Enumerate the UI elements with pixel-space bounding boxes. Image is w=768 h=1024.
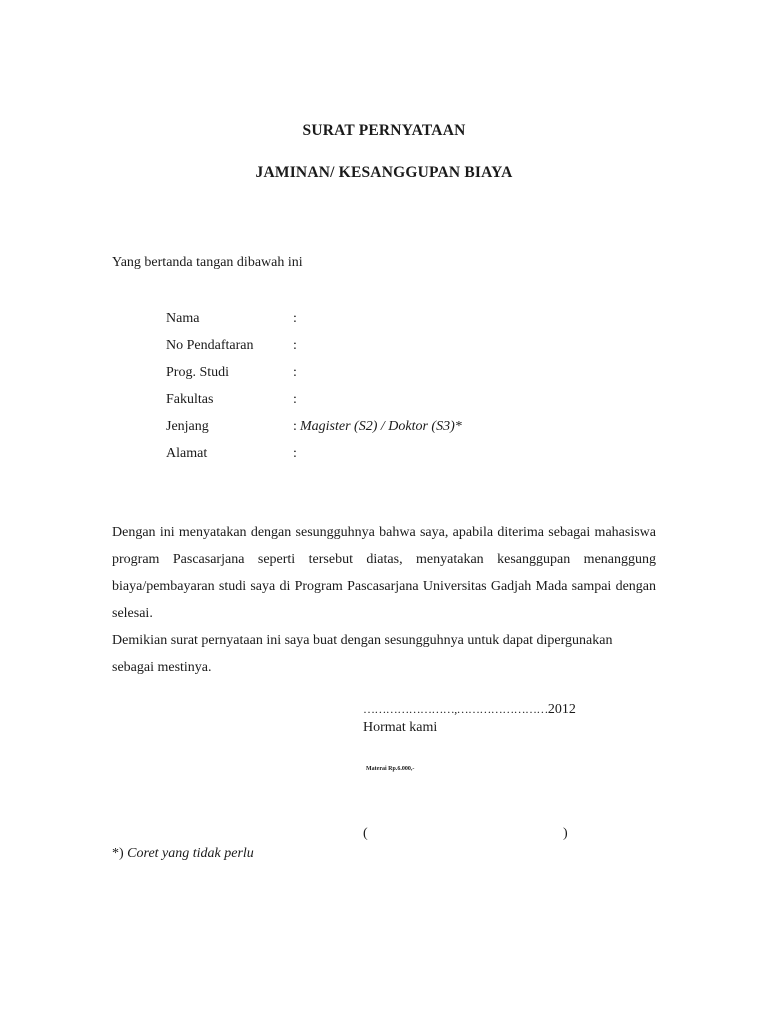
footnote bbox=[112, 846, 254, 862]
field-label: Alamat bbox=[166, 446, 208, 461]
field-colon: : bbox=[293, 365, 297, 380]
date-year: 2012 bbox=[547, 702, 576, 717]
document-title: SURAT PERNYATAAN bbox=[302, 122, 466, 139]
field-colon: : bbox=[293, 446, 297, 461]
field-colon: : bbox=[293, 392, 297, 407]
field-colon: : bbox=[293, 338, 297, 353]
field-label: Fakultas bbox=[166, 392, 214, 407]
signature-paren-close: ) bbox=[563, 826, 568, 841]
document-subtitle: JAMINAN/ KESANGGUPAN BIAYA bbox=[255, 164, 513, 181]
footnote-marker: *) bbox=[112, 846, 124, 861]
materai-stamp-note: Materai Rp.6.000,- bbox=[366, 766, 415, 772]
field-colon: : bbox=[293, 419, 297, 434]
closing-paragraph: Demikian surat pernyataan ini saya buat dengan sesungguhnya untuk dapat dipergunakan sebagai mestinya. bbox=[112, 633, 613, 675]
date-placeholder: ……………………,…………………… bbox=[363, 702, 548, 716]
field-label: No Pendaftaran bbox=[166, 338, 254, 353]
closing-salutation: Hormat kami bbox=[363, 720, 438, 735]
footnote-text: Coret yang tidak perlu bbox=[127, 846, 254, 861]
field-label: Nama bbox=[166, 311, 200, 326]
signature-paren-open: ( bbox=[363, 826, 368, 841]
intro-text: Yang bertanda tangan dibawah ini bbox=[112, 255, 303, 270]
date-line bbox=[363, 702, 576, 718]
field-label: Prog. Studi bbox=[166, 365, 230, 380]
statement-body bbox=[112, 519, 656, 681]
field-colon: : bbox=[293, 311, 297, 326]
field-value-jenjang: Magister (S2) / Doktor (S3)* bbox=[300, 419, 462, 434]
statement-paragraph: Dengan ini menyatakan dengan sesungguhnya bahwa saya, apabila diterima sebagai mahasiswa program Pascasarjana seperti tersebut diatas, menyatakan kesanggupan menanggung biaya/pembayaran studi saya di Program Pascasarjana Universitas Gadjah Mada sampai dengan selesai. bbox=[112, 525, 656, 621]
field-label: Jenjang bbox=[166, 419, 209, 434]
